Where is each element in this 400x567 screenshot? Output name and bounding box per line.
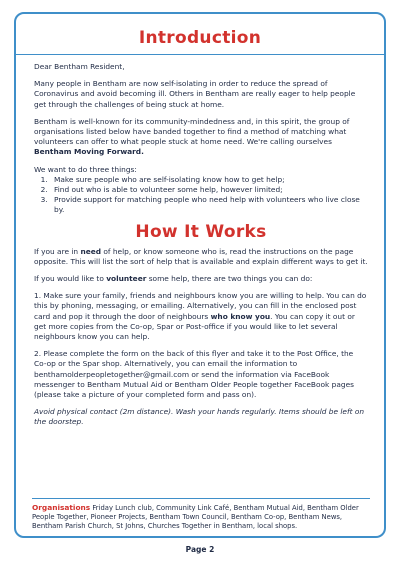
how-paragraph-4: 2. Please complete the form on the back of this flyer and take it to the Post Office, the Co-op or the Spar shop. Alternatively, you can email the information to benthamolderpeopletogether@gmail.com or send the information via FaceBook messenger to Bentham Mutual Aid or Bentham Older People together FaceBook pages (please take a picture of your completed form and pass on). <box>34 349 354 400</box>
group-name: Bentham Moving Forward. <box>34 147 144 157</box>
introduction-heading: Introduction <box>138 28 262 48</box>
goals-intro: We want to do three things: <box>34 164 137 174</box>
main-content <box>34 62 368 435</box>
goals-list <box>34 175 368 216</box>
safety-note-text: Avoid physical contact (2m distance). Wash your hands regularly. Items should be left on the doorstep. <box>34 407 365 427</box>
page-number: Page 2 <box>185 545 215 554</box>
how-p1-bold: need <box>80 246 102 256</box>
list-item: 2. Find out who is able to volunteer some help, however limited; <box>50 185 368 195</box>
organisations-footer <box>32 498 370 530</box>
list-item: 1. Make sure people who are self-isolating know how to get help; <box>50 175 368 185</box>
how-paragraph-3 <box>34 291 368 342</box>
greeting: Dear Bentham Resident, <box>34 62 125 71</box>
how-p1-text-b: of help, or know someone who is, read the instructions on the page opposite. This will list the sort of help that is available and explain different ways to get it. <box>34 246 368 266</box>
how-paragraph-2 <box>34 274 368 284</box>
intro-paragraph-1: Many people in Bentham are now self-isolating in order to reduce the spread of Coronavirus and avoid becoming ill. Others in Bentham are really eager to help people get through the challenges of being stuck at home. <box>34 79 356 109</box>
organisations-label: Organisations <box>32 503 91 512</box>
intro-paragraph-2-text: Bentham is well-known for its community-mindedness and, in this spirit, the group of organisations listed below have banded together to find a method of matching what volunteers can offer to what people stuck at home need. We're calling ourselves <box>34 116 350 147</box>
how-p1-text-a: If you are in <box>34 246 81 256</box>
how-p2-text-a: If you would like to <box>34 274 107 284</box>
page-frame <box>14 12 386 538</box>
heading-divider <box>16 54 384 55</box>
intro-paragraph-2 <box>34 117 368 158</box>
organisations-list: Friday Lunch club, Community Link Café, Bentham Mutual Aid, Bentham Older People Together, Pioneer Projects, Bentham Town Council, Bentham Co-op, Bentham News, Bentham Parish Church, St Johns, Churches Together in Bentham, local shops. <box>32 504 359 531</box>
how-p3-text-a: 1. Make sure your family, friends and neighbours know you are willing to help. You can do this by phoning, messaging, or emailing. Alternatively, you can fill in the enclosed post card and pop it through the door of neighbours <box>34 291 367 321</box>
how-p3-bold: who know you <box>210 311 271 321</box>
how-p2-bold: volunteer <box>106 274 147 284</box>
how-it-works-heading: How It Works <box>135 221 267 242</box>
list-item: 3. Provide support for matching people who need help with volunteers who live close by. <box>50 195 368 215</box>
how-p2-text-b: some help, there are two things you can do: <box>146 274 313 284</box>
safety-note <box>34 407 368 427</box>
how-paragraph-1 <box>34 247 368 267</box>
how-p3-text-b: . You can copy it out or get more copies from the Co-op, Spar or Post-office if you would like to let several neighbours know you can help. <box>34 311 355 342</box>
